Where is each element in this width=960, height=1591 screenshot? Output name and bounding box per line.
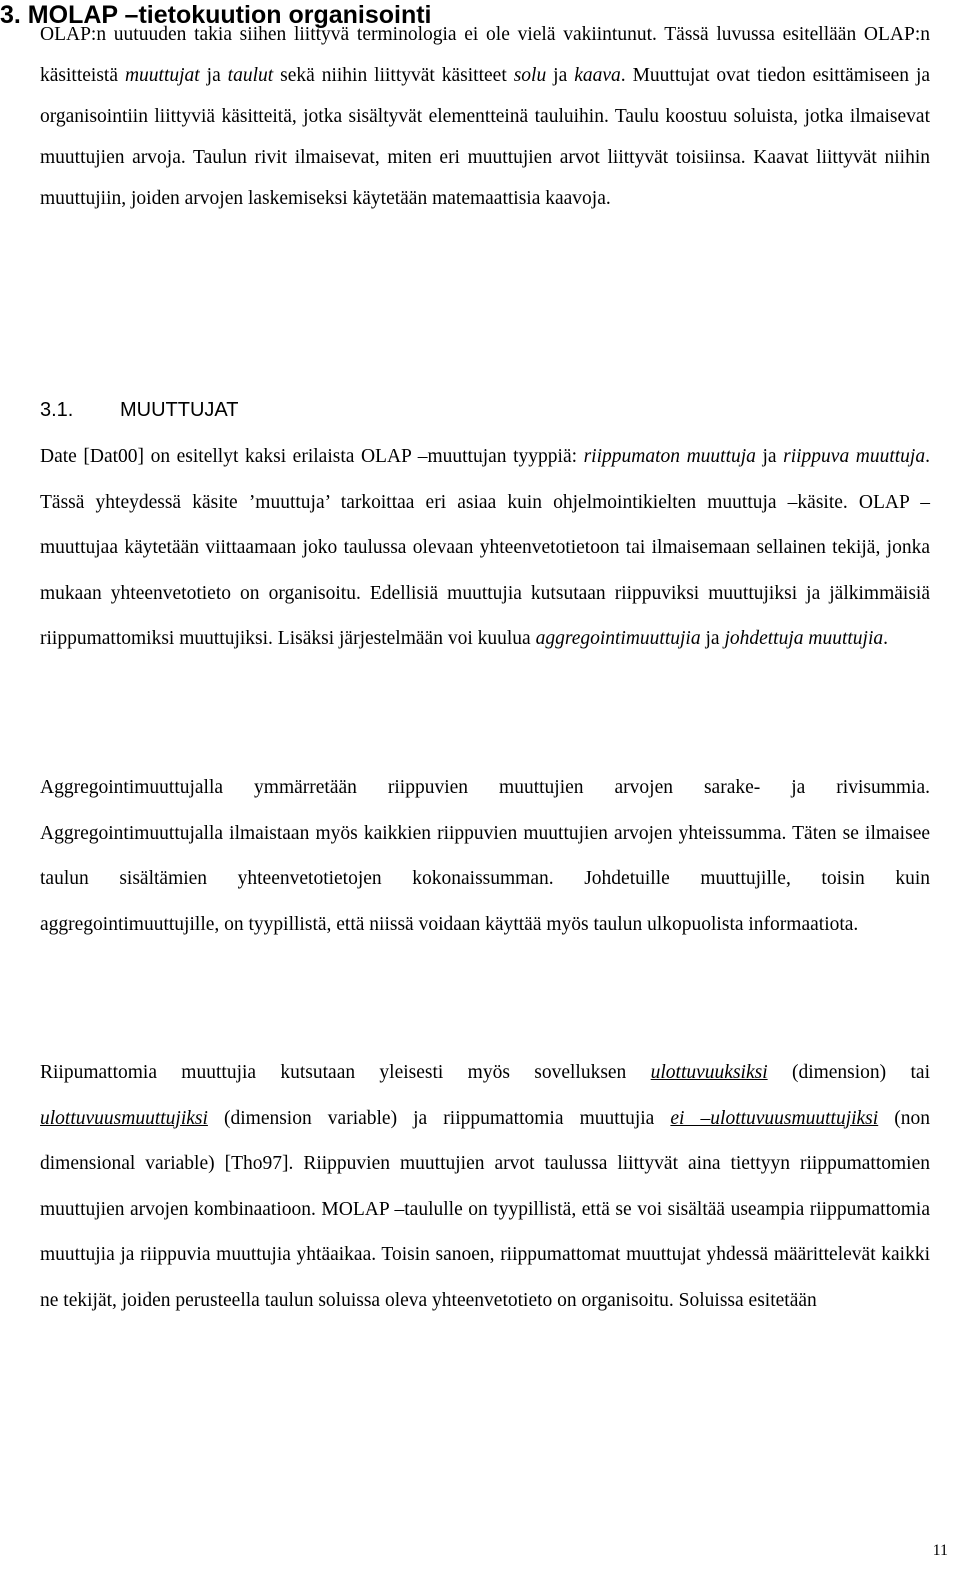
paragraph-text: ja	[700, 628, 725, 650]
term-solu: solu	[513, 65, 547, 86]
chapter-title: 3. MOLAP –tietokuution organisointi	[0, 1, 432, 29]
term-aggregointimuuttujia: aggregointimuuttujia	[535, 628, 701, 650]
section-number: 3.1.	[40, 399, 74, 421]
paragraph-text: ja	[755, 446, 784, 467]
paragraph-muuttujat	[40, 434, 930, 662]
paragraph-text: Aggregointimuuttujalla ymmärretään riippuvien muuttujien arvojen sarake- ja rivisummia. Aggregointimuuttujalla ilmaistaan myös kaikkien riippuvien muuttujien arvojen yhteissumma. Täten se ilmaisee taulun sisältämien yhteenvetotietojen kokonaissumman. Johdetuille muuttujille, toisin kuin aggregointimuuttujille, on tyypillistä, että niissä voidaan käyttää myös taulun ulkopuolista informaatiota.	[40, 777, 930, 935]
paragraph-text: (dimension variable) ja riippumattomia muuttujia	[207, 1107, 671, 1129]
term-ulottuvuuksiksi: ulottuvuuksiksi	[650, 1062, 768, 1083]
paragraph-aggregointi	[40, 765, 930, 947]
paragraph-text: Riipumattomia muuttujia kutsutaan yleisesti myös sovelluksen	[40, 1062, 651, 1083]
term-muuttujat: muuttujat	[124, 65, 200, 86]
term-johdettuja-muuttujia: johdettuja muuttujia	[724, 628, 884, 650]
intro-text: OLAP:n uutuuden takia siihen liittyvä terminologia ei ole vielä vakiintunut. Tässä luvussa esitellään OLAP:n käsitteistä	[40, 24, 930, 86]
page-number: 11	[932, 1542, 948, 1559]
paragraph-text: Date [Dat00] on esitellyt kaksi erilaista OLAP –muuttujan tyyppiä:	[40, 446, 584, 467]
paragraph-text: . Tässä yhteydessä käsite ’muuttuja’ tarkoittaa eri asiaa kuin ohjelmointikielten muuttuja –käsite. OLAP –muuttujaa käytetään viittaamaan joko taulussa olevaan yhteenvetotietoon tai ilmaisemaan sellainen tekijä, jonka mukaan yhteenvetotieto on organisoitu. Edellisiä muuttujia kutsutaan riippuviksi muuttujiksi ja jälkimmäisiä riippumattomiksi muuttujiksi. Lisäksi järjestelmään voi kuulua	[40, 446, 930, 650]
intro-paragraph	[40, 14, 930, 219]
intro-text: sekä niihin liittyvät käsitteet	[273, 65, 514, 86]
intro-text: ja	[546, 65, 575, 86]
term-taulut: taulut	[227, 65, 274, 86]
term-ei-ulottuvuusmuuttujiksi: ei –ulottuvuusmuuttujiksi	[670, 1107, 879, 1129]
paragraph-riippumattomat	[40, 1050, 930, 1324]
paragraph-text: (non dimensional variable) [Tho97]. Riippuvien muuttujien arvot taulussa liittyvät aina tiettyyn riippumattomien muuttujien arvojen kombinaatioon. MOLAP –taululle on tyypillistä, että se voi sisältää useampia riippumattomia muuttujia ja riippuvia muuttujia yhtäaikaa. Toisin sanoen, riippumattomat muuttujat yhdessä määrittelevät kaikki ne tekijät, joiden perusteella taulun soluissa oleva yhteenvetotieto on organisoitu. Soluissa esitetään	[40, 1107, 931, 1311]
term-ulottuvuusmuuttujiksi: ulottuvuusmuuttujiksi	[40, 1107, 208, 1129]
paragraph-text: .	[883, 628, 889, 650]
paragraph-text: (dimension) tai	[767, 1062, 930, 1083]
term-riippuva-muuttuja: riippuva muuttuja	[783, 446, 926, 467]
section-title: MUUTTUJAT	[120, 399, 239, 421]
intro-text: . Muuttujat ovat tiedon esittämiseen ja organisointiin liittyviä käsitteitä, jotka sisältyvät elementteinä tauluihin. Taulu koostuu soluista, jotka ilmaisevat muuttujien arvoja. Taulun rivit ilmaisevat, miten eri muuttujien arvot liittyvät toisiinsa. Kaavat liittyvät niihin muuttujiin, joiden arvojen laskemiseksi käytetään matemaattisia kaavoja.	[40, 65, 931, 209]
intro-text: ja	[199, 65, 228, 86]
term-riippumaton-muuttuja: riippumaton muuttuja	[583, 446, 756, 467]
section-heading	[40, 396, 239, 424]
term-kaava: kaava	[574, 65, 621, 86]
